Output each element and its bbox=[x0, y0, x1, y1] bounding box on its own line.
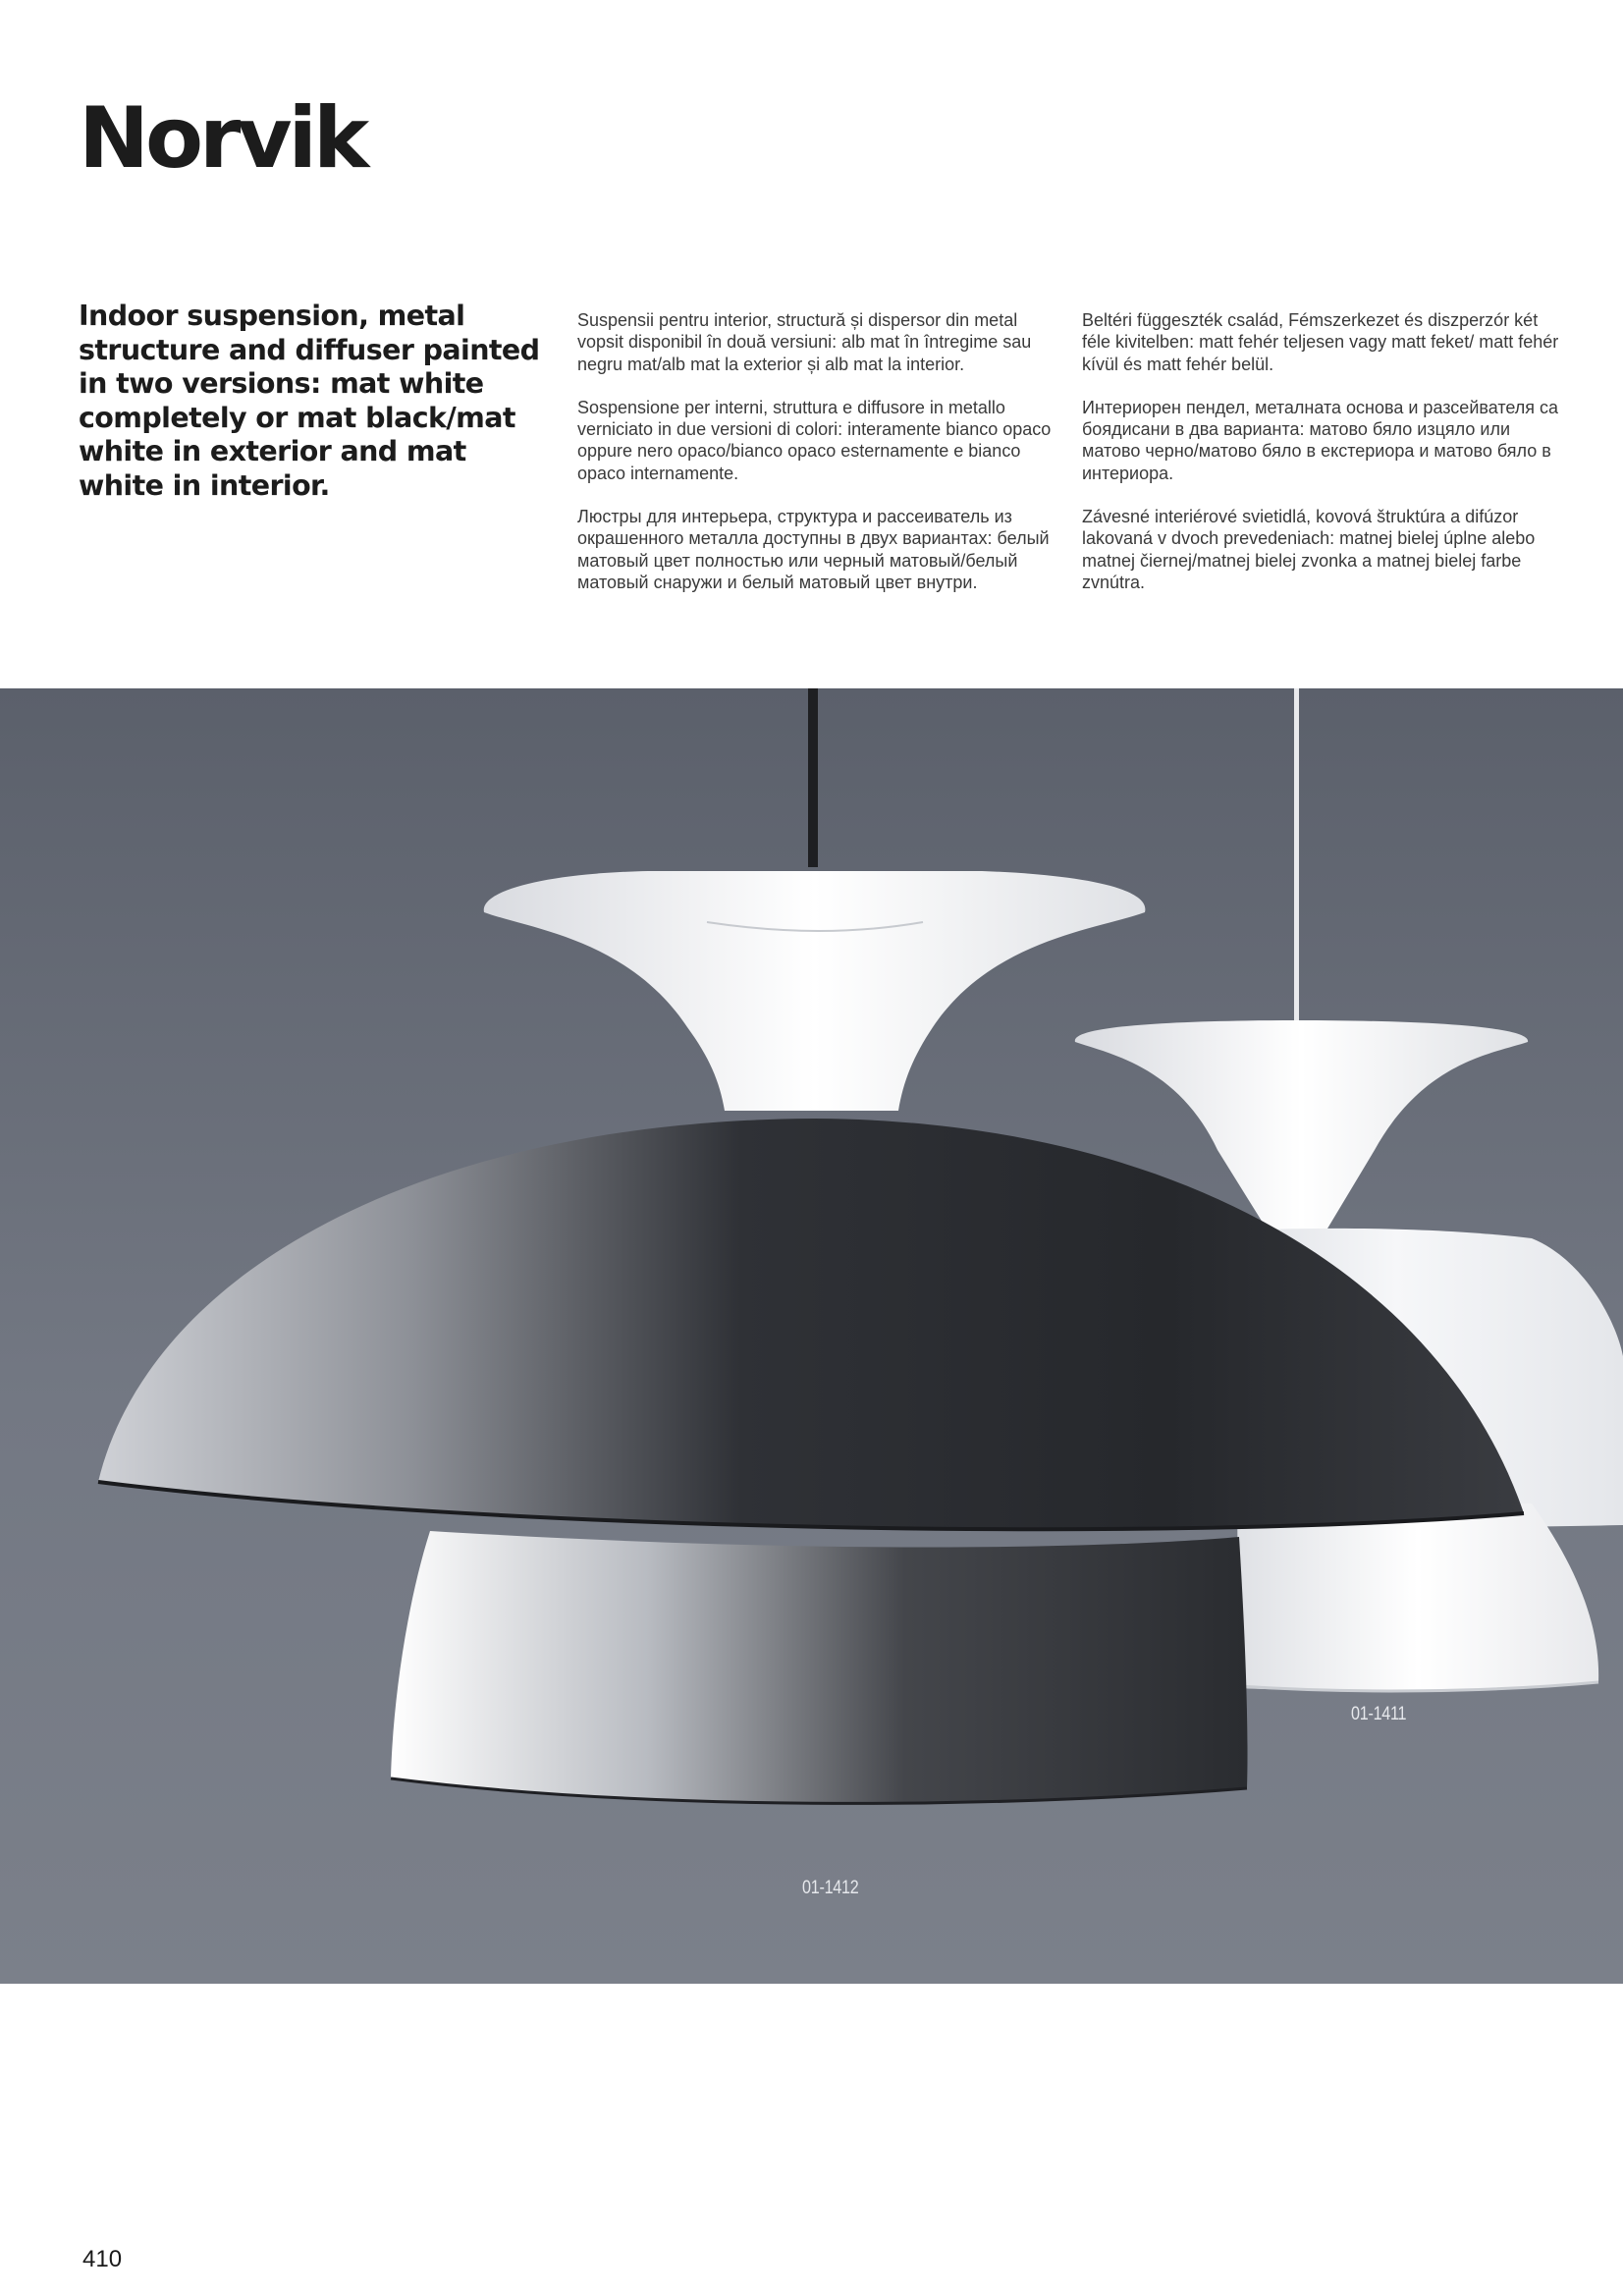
page-number: 410 bbox=[82, 2246, 123, 2272]
product-code-white-lamp: 01-1411 bbox=[1351, 1704, 1407, 1724]
product-lead-description: Indoor suspension, metal structure and diffuser painted in two versions: mat white completely or mat black/mat white in exterior and mat white in interior. bbox=[79, 300, 540, 502]
description-romanian: Suspensii pentru interior, structură și dispersor din metal vopsit disponibil în două versiuni: alb mat în întregime sau negru mat/alb mat la exterior și alb mat la interior. bbox=[577, 310, 1032, 374]
description-bulgarian: Интериорен пендел, металната основа и разсейвателя са боядисани в два варианта: матово бяло изцяло или матово черно/матово бяло в екстериора и матово бяло в интериора. bbox=[1082, 397, 1559, 483]
description-column-2 bbox=[1082, 309, 1563, 615]
description-italian: Sospensione per interni, struttura e diffusore in metallo verniciato in due versioni di colori: interamente bianco opaco oppure nero opaco/bianco opaco esternamente e bianco opaco internamente. bbox=[577, 397, 1052, 483]
lamps-illustration bbox=[0, 688, 1623, 1984]
page-title: Norvik bbox=[79, 89, 366, 188]
description-column-1 bbox=[577, 309, 1058, 615]
description-slovak: Závesné interiérové svietidlá, kovová štruktúra a difúzor lakovaná v dvoch prevedeniach: matnej bielej úplne alebo matnej čiernej/matnej bielej zvonka a matnej bielej farbe zvnútra. bbox=[1082, 507, 1536, 592]
description-hungarian: Beltéri függeszték család, Fémszerkezet és diszperzór két féle kivitelben: matt fehér teljesen vagy matt feket/ matt fehér kívül és matt fehér belül. bbox=[1082, 310, 1559, 374]
product-photo bbox=[0, 688, 1623, 1984]
product-code-black-lamp: 01-1412 bbox=[802, 1878, 859, 1898]
description-russian: Люстры для интерьера, структура и рассеиватель из окрашенного металла доступны в двух вариантах: белый матовый цвет полностью или черный матовый/белый матовый снаружи и белый матовый цвет внутри. bbox=[577, 507, 1050, 592]
